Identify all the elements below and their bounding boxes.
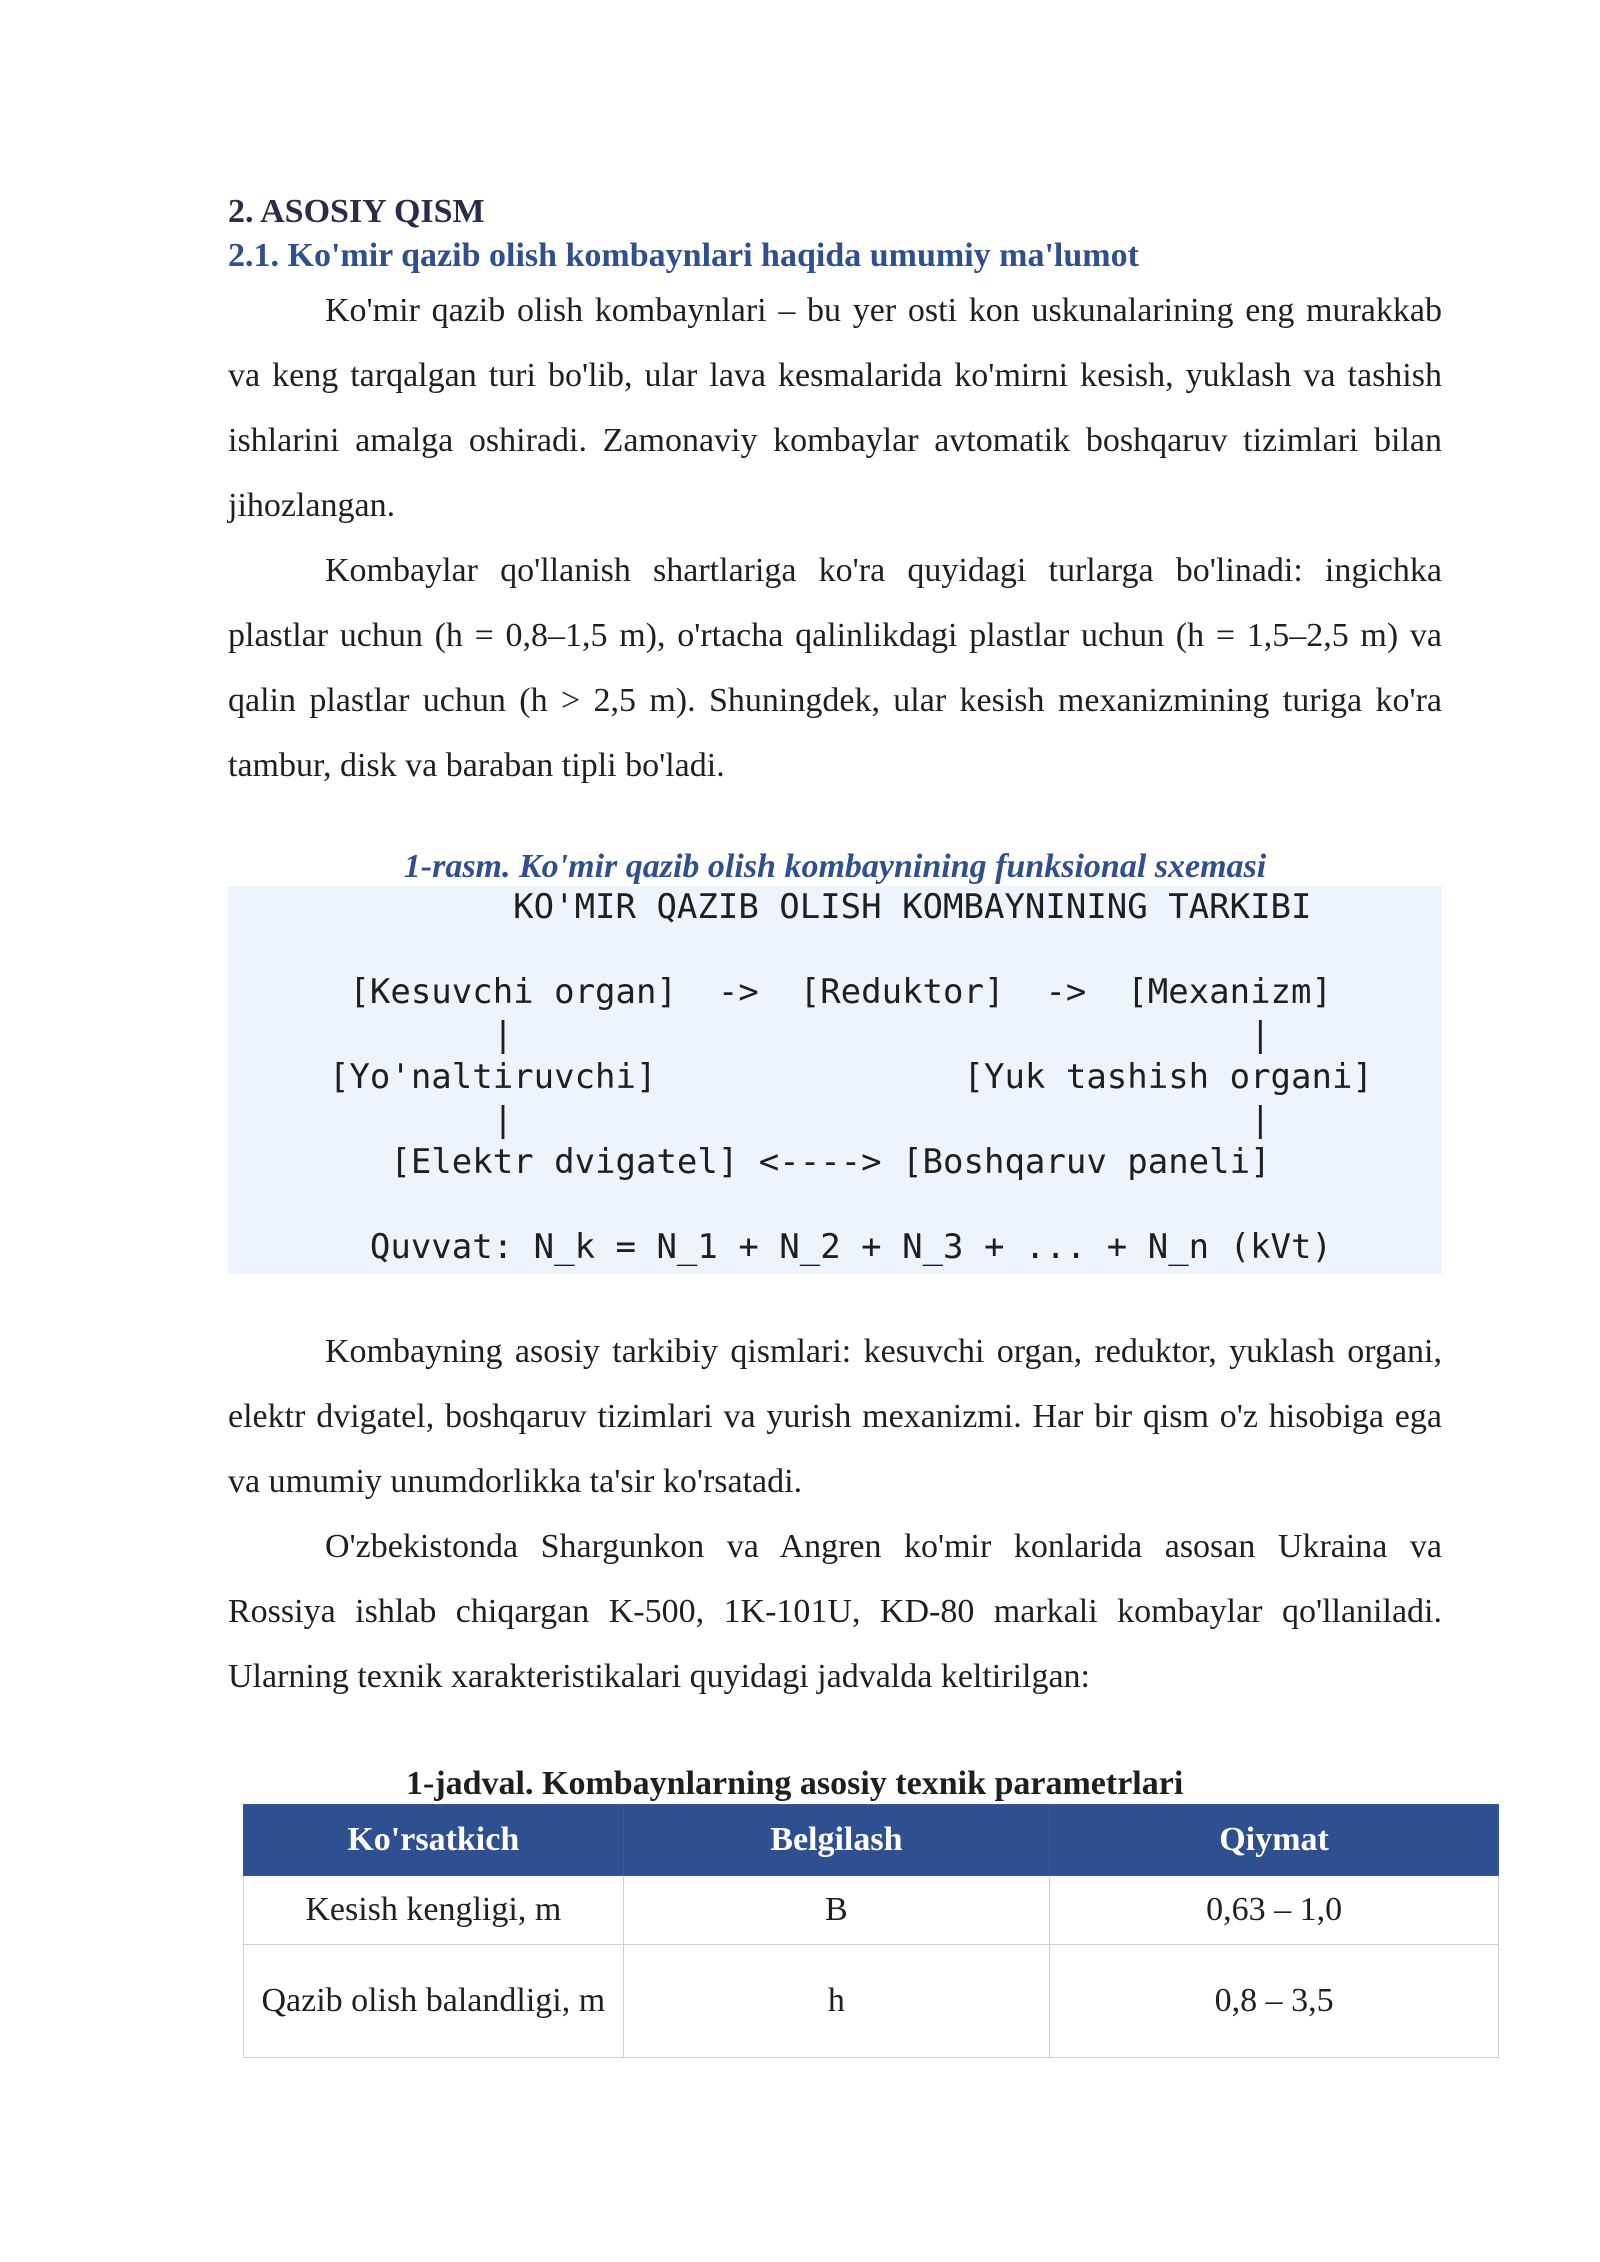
cell-indicator: Kesish kengligi, m <box>244 1876 624 1945</box>
table-header-row <box>244 1805 1499 1876</box>
document-page <box>228 190 1442 2058</box>
scheme-text: KO'MIR QAZIB OLISH KOMBAYNINING TARKIBI [Kesuvchi organ] -> [Reduktor] -> [Mexanizm] | | [Yo'naltiruvchi] [Yuk tashish organi] | | [Elektr dvigatel] <----> [Boshqaruv paneli] Quvvat: N_k = N_1 + N_2 + N_3 + ... + N_n (kVt) <box>328 887 1373 1267</box>
paragraph-4: O'zbekistonda Shargunkon va Angren ko'mir konlarida asosan Ukraina va Rossiya ishlab chiqargan K-500, 1K-101U, KD-80 markali kombaylar qo'llaniladi. Ularning texnik xarakteristikalari quyidagi jadvalda keltirilgan: <box>228 1528 1442 1695</box>
header-indicator: Ko'rsatkich <box>244 1805 624 1876</box>
header-notation: Belgilash <box>623 1805 1050 1876</box>
paragraph-2: Kombaylar qo'llanish shartlariga ko'ra quyidagi turlarga bo'linadi: ingichka plastlar uchun (h = 0,8–1,5 m), o'rtacha qalinlikdagi plastlar uchun (h = 1,5–2,5 m) va qalin plastlar uchun (h > 2,5 m). Shuningdek, ular kesish mexanizmining turiga ko'ra tambur, disk va baraban tipli bo'ladi. <box>228 552 1442 784</box>
cell-notation: h <box>623 1945 1050 2058</box>
table-row <box>244 1876 1499 1945</box>
figure-caption: 1-rasm. Ko'mir qazib olish kombaynining funksional sxemasi <box>403 848 1267 885</box>
cell-value: 0,8 – 3,5 <box>1050 1945 1499 2058</box>
table-row <box>244 1945 1499 2058</box>
paragraph-1: Ko'mir qazib olish kombaynlari – bu yer osti kon uskunalarining eng murakkab va keng tarqalgan turi bo'lib, ular lava kesmalarida ko'mirni kesish, yuklash va tashish ishlarini amalga oshiradi. Zamonaviy kombaylar avtomatik boshqaruv tizimlari bilan jihozlangan. <box>228 292 1442 524</box>
parameters-table <box>243 1804 1499 2058</box>
header-value: Qiymat <box>1050 1805 1499 1876</box>
cell-indicator: Qazib olish balandligi, m <box>244 1945 624 2058</box>
section-heading: 2. ASOSIY QISM <box>228 193 485 230</box>
table-caption: 1-jadval. Kombaynlarning asosiy texnik parametrlari <box>406 1765 1184 1802</box>
paragraph-3: Kombayning asosiy tarkibiy qismlari: kesuvchi organ, reduktor, yuklash organi, elektr dvigatel, boshqaruv tizimlari va yurish mexanizmi. Har bir qism o'z hisobiga ega va umumiy unumdorlikka ta'sir ko'rsatadi. <box>228 1333 1442 1500</box>
section-subheading: 2.1. Ko'mir qazib olish kombaynlari haqida umumiy ma'lumot <box>228 237 1139 274</box>
functional-scheme <box>228 886 1442 1274</box>
cell-notation: B <box>623 1876 1050 1945</box>
cell-value: 0,63 – 1,0 <box>1050 1876 1499 1945</box>
